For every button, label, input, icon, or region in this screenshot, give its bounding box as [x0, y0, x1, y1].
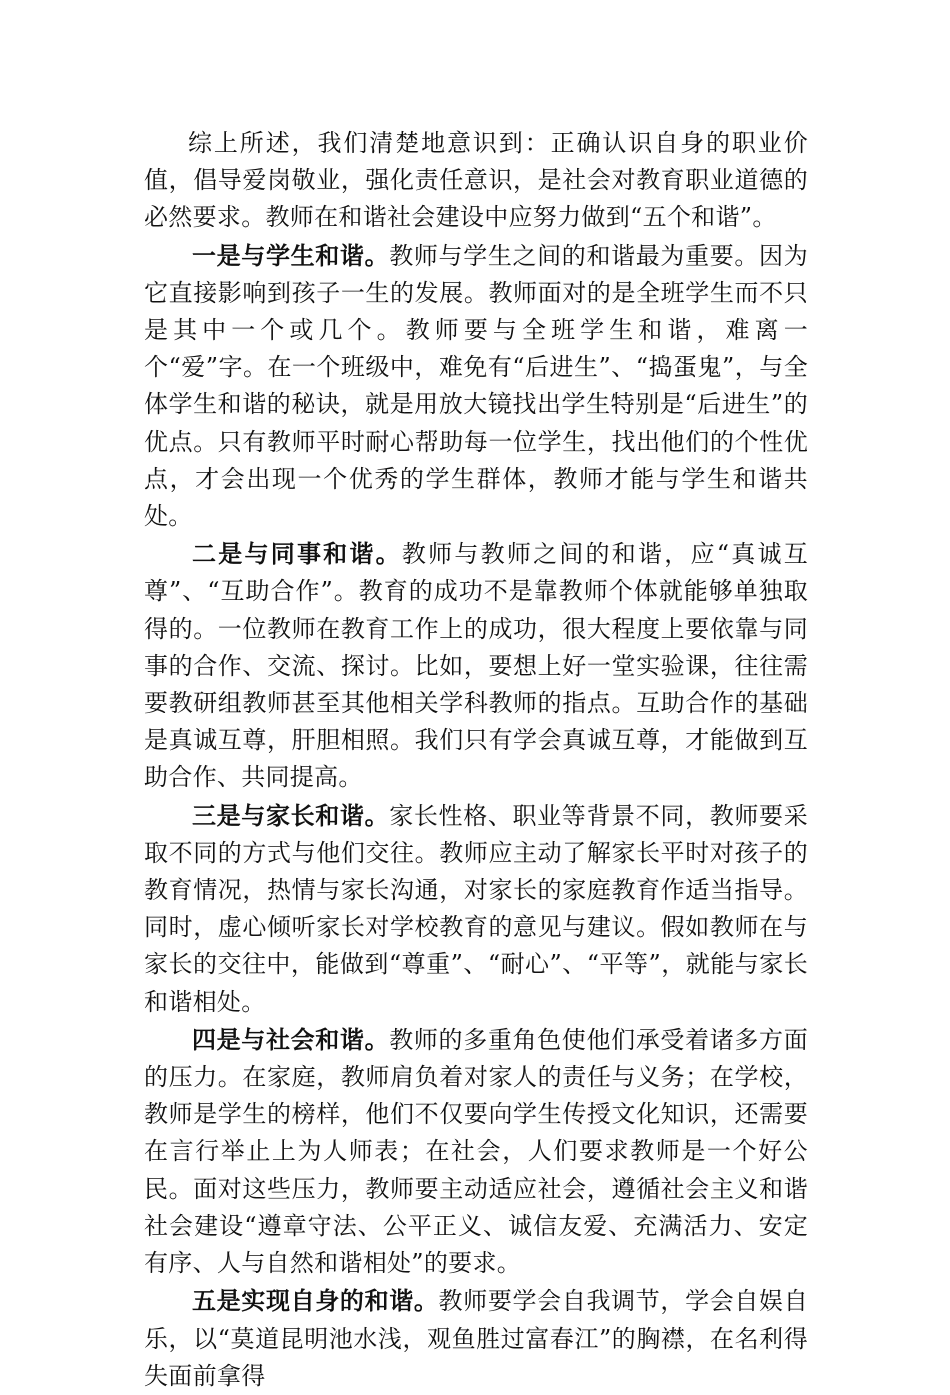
body-text	[144, 124, 808, 1395]
paragraph-text: 家长性格、职业等背景不同，教师要采取不同的方式与他们交往。教师应主动了解家长平时对孩子的教育情况，热情与家长沟通，对家长的家庭教育作适当指导。同时，虚心倾听家长对学校教育的意见与建议。假如教师在与家长的交往中，能做到“尊重”、“耐心”、“平等”，就能与家长和谐相处。	[144, 801, 808, 1016]
paragraph-summary	[144, 124, 808, 237]
paragraph-text: 教师与学生之间的和谐最为重要。因为它直接影响到孩子一生的发展。教师面对的是全班学生而不只是其中一个或几个。教师要与全班学生和谐，难离一个“爱”字。在一个班级中，难免有“后进生”、“捣蛋鬼”，与全体学生和谐的秘诀，就是用放大镜找出学生特别是“后进生”的优点。只有教师平时耐心帮助每一位学生，找出他们的个性优点，才会出现一个优秀的学生群体，教师才能与学生和谐共处。	[144, 241, 808, 531]
paragraph-lead: 三是与家长和谐。	[192, 800, 390, 830]
paragraph-students	[144, 237, 808, 536]
paragraph-lead: 一是与学生和谐。	[192, 240, 390, 270]
paragraph-text: 教师与教师之间的和谐，应“真诚互尊”、“互助合作”。教育的成功不是靠教师个体就能够单独取得的。一位教师在教育工作上的成功，很大程度上要依靠与同事的合作、交流、探讨。比如，要想上好一堂实验课，往往需要教研组教师甚至其他相关学科教师的指点。互助合作的基础是真诚互尊，肝胆相照。我们只有学会真诚互尊，才能做到互助合作、共同提高。	[144, 540, 808, 792]
paragraph-text: 教师的多重角色使他们承受着诸多方面的压力。在家庭，教师肩负着对家人的责任与义务；在学校，教师是学生的榜样，他们不仅要向学生传授文化知识，还需要在言行举止上为人师表；在社会，人们要求教师是一个好公民。面对这些压力，教师要主动适应社会，遵循社会主义和谐社会建设“遵章守法、公平正义、诚信友爱、充满活力、安定有序、人与自然和谐相处”的要求。	[144, 1025, 808, 1278]
paragraph-lead: 二是与同事和谐。	[192, 539, 402, 569]
paragraph-society	[144, 1021, 808, 1282]
paragraph-colleagues	[144, 535, 808, 796]
paragraph-text: 教师要学会自我调节，学会自娱自乐，以“莫道昆明池水浅，观鱼胜过富春江”的胸襟，在名利得失面前拿得	[144, 1287, 809, 1390]
paragraph-lead: 四是与社会和谐。	[192, 1024, 390, 1054]
paragraph-self	[144, 1282, 808, 1395]
paragraph-lead: 五是实现自身的和谐。	[192, 1286, 439, 1316]
paragraph-parents	[144, 797, 808, 1021]
paragraph-text: 综上所述，我们清楚地意识到：正确认识自身的职业价值，倡导爱岗敬业，强化责任意识，是社会对教育职业道德的必然要求。教师在和谐社会建设中应努力做到“五个和谐”。	[144, 129, 808, 232]
